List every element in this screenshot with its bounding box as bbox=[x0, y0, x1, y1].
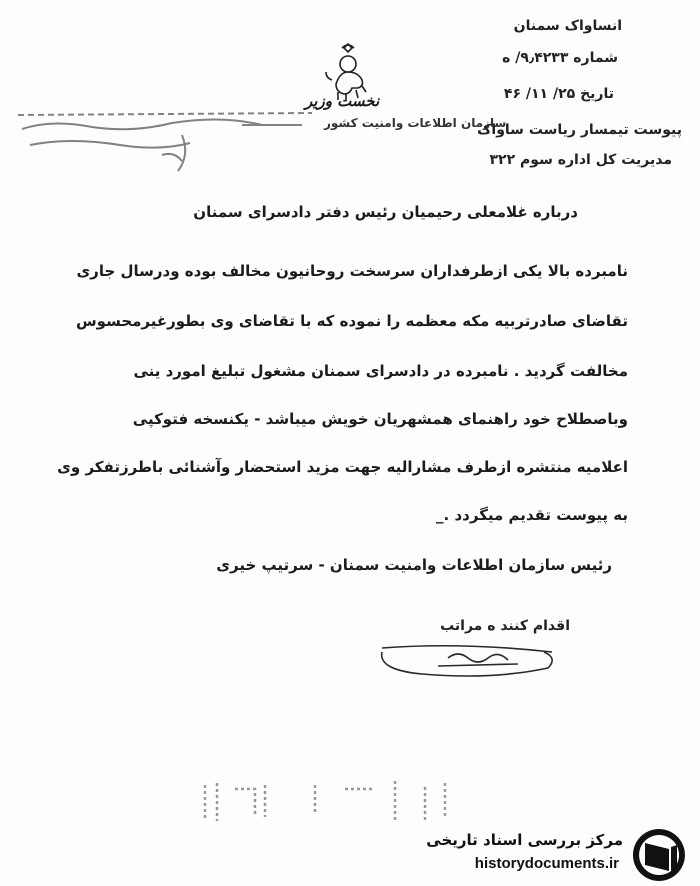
body-line-2: تقاضای صادرتربیه مکه معظمه را نموده که با تقاضای وی بطورغیرمحسوس bbox=[75, 312, 628, 330]
subject-line: درباره غلامعلی رحیمیان رئیس دفتر دادسرای سمنان bbox=[193, 203, 578, 221]
body-line-5: اعلامیه منتشره ازطرف مشارالیه جهت مزید استحضار وآشنائی باطرزتفکر وی bbox=[57, 458, 628, 476]
watermark bbox=[410, 825, 695, 883]
department-line: مدیریت کل اداره سوم ۳۲۲ bbox=[489, 152, 672, 168]
body-line-3: مخالفت گردید . نامبرده در دادسرای سمنان مشغول تبلیغ امورد ینی bbox=[133, 362, 628, 380]
watermark-name: مرکز بررسی اسناد تاریخی bbox=[426, 831, 623, 849]
body-line-1: نامبرده بالا یکی ازطرفداران سرسخت روحانیون مخالف بوده ودرسال جاری bbox=[76, 262, 628, 280]
body-line-4: وباصطلاح خود راهنمای همشهریان خویش میباشد - یکنسخه فتوکپی bbox=[132, 410, 628, 428]
agency-line: انساواک سمنان bbox=[513, 18, 622, 34]
recipient-line: پیوست تیمسار ریاست ساواک bbox=[477, 122, 682, 138]
signature-line: رئیس سازمان اطلاعات وامنیت سمنان - سرتیپ خیری bbox=[216, 556, 612, 574]
date-line: تاریخ ۲۵/ ۱۱/ ۴۶ bbox=[503, 86, 614, 102]
history-documents-logo-icon bbox=[631, 827, 687, 881]
stamp-text: سازمان اطلاعات وامنیت کشور bbox=[324, 116, 507, 130]
signature-seal-icon bbox=[378, 640, 558, 680]
action-note: اقدام کنند ه مراتب bbox=[440, 618, 570, 634]
number-line: شماره ۹٫۴۲۳۳/ ه bbox=[502, 50, 618, 66]
body-line-6: به پیوست تقدیم میگردد ._ bbox=[436, 506, 628, 524]
emblem-title: نخست وزیر bbox=[305, 92, 380, 110]
watermark-site: historydocuments.ir bbox=[474, 855, 619, 872]
